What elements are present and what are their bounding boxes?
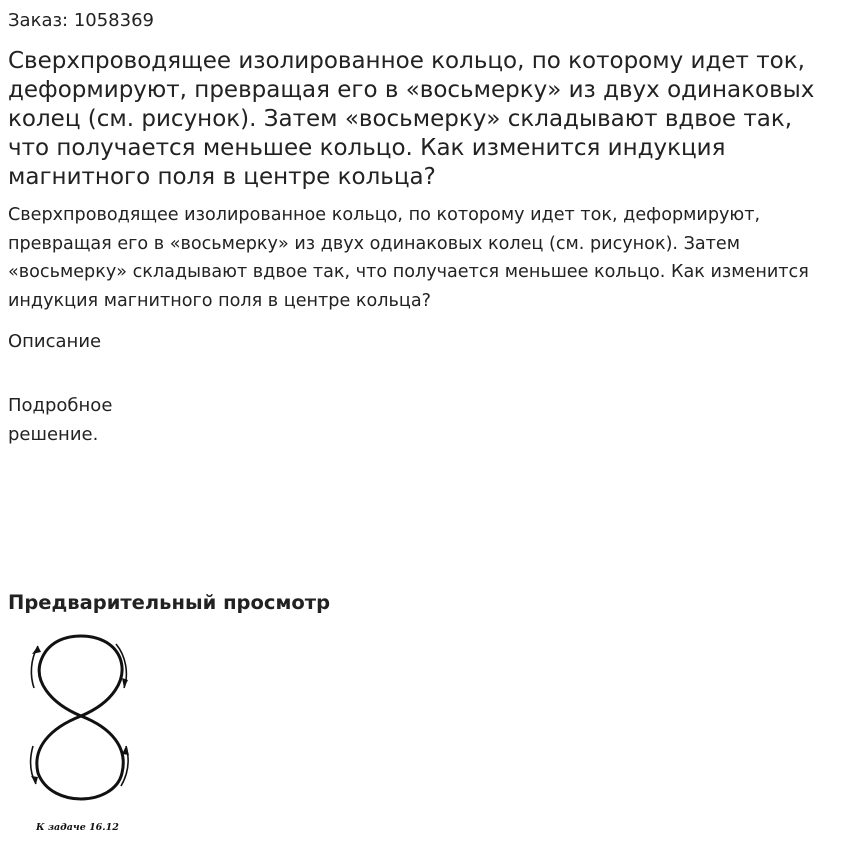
description-text: Подробное решение. (8, 395, 113, 445)
task-text: Сверхпроводящее изолированное кольцо, по которому идет ток, деформируют, превращая его в «восьмерку» из двух одинаковых колец (см. рисунок). Затем «восьмерку» складывают вдвое так, что получается меньшее кольцо. Как изменится индукция магнитного поля в центре кольца? (8, 205, 809, 311)
task-title: Сверхпроводящее изолированное кольцо, по которому идет ток, деформируют, превращая его в «восьмерку» из двух одинаковых колец (см. рисунок). Затем «восьмерку» складывают вдвое так, что получается меньшее кольцо. Как изменится индукция магнитного поля в центре кольца? (8, 48, 815, 190)
description-label: Описание (8, 331, 102, 352)
figure-eight-loop (37, 636, 123, 799)
preview-heading: Предварительный просмотр (8, 591, 331, 614)
figure-caption: К задаче 16.12 (36, 822, 119, 833)
figure-preview (20, 628, 144, 838)
order-number: Заказ: 1058369 (8, 10, 154, 31)
